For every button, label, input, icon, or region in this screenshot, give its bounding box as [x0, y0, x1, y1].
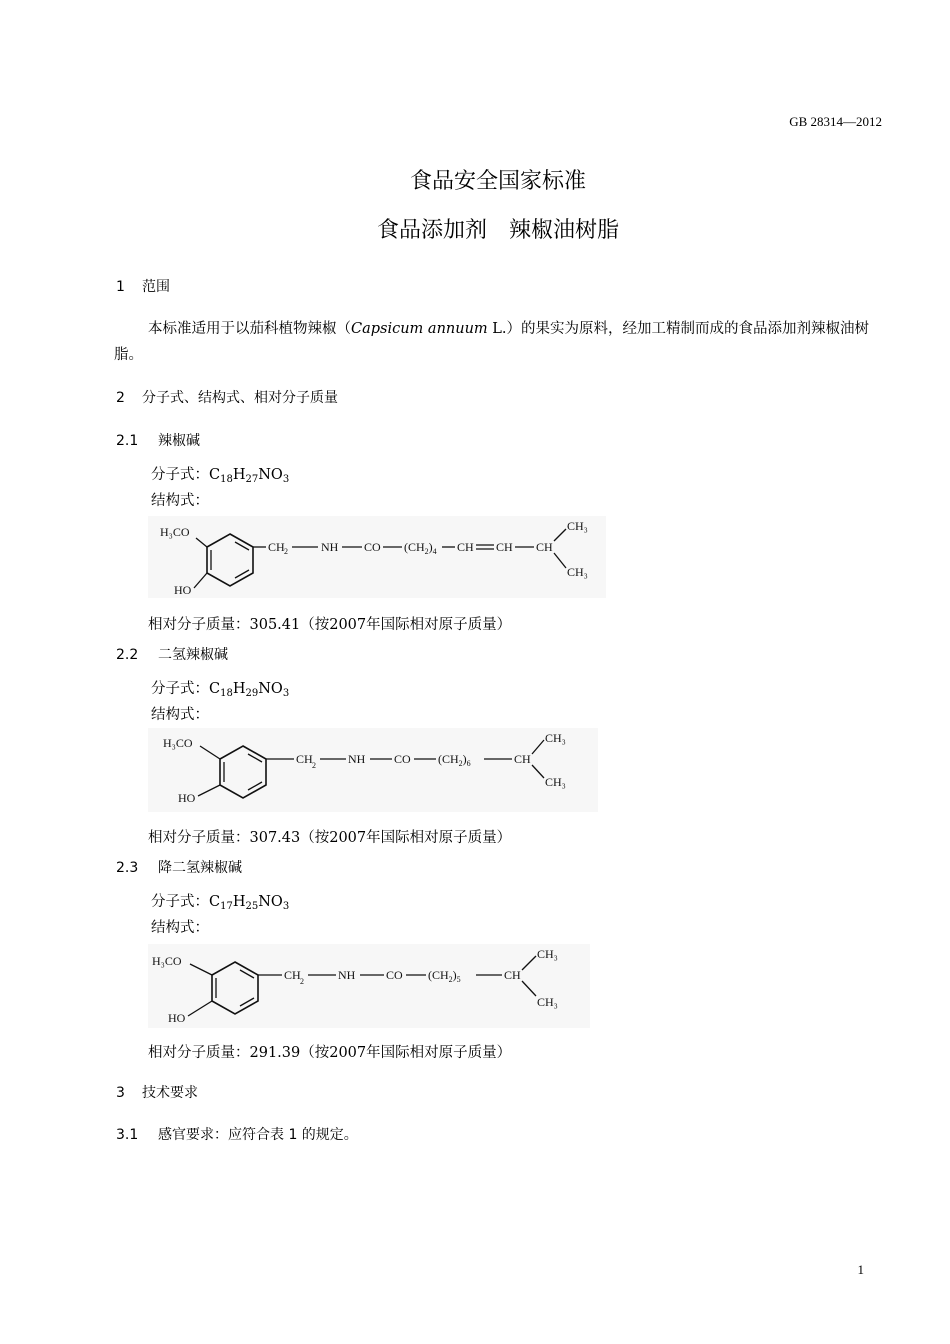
molecular-mass: 相对分子质量：307.43（按2007年国际相对原子质量）	[148, 830, 512, 846]
molecular-formula: 分子式：$C_{18}H_{29}NO_3$	[151, 681, 290, 699]
svg-text:HO: HO	[178, 791, 196, 805]
svg-text:CH: CH	[504, 968, 521, 982]
svg-text:H₃CO: H₃CO	[160, 525, 190, 539]
svg-text:CO: CO	[394, 752, 411, 766]
svg-text:CH: CH	[296, 752, 313, 766]
subsection-3-1: 3.1 感官要求：应符合表 1 的规定。	[116, 1127, 358, 1143]
structural-formula-nordihydrocapsaicin	[148, 944, 590, 1028]
section-title: 技术要求	[142, 1085, 198, 1101]
svg-text:CH₃: CH₃	[537, 947, 558, 961]
svg-text:(CH2)4: $(CH_2)_4$	[404, 540, 437, 556]
standard-title: 食品安全国家标准	[409, 169, 586, 194]
svg-text:(CH2)5: $(CH_2)_5$	[428, 968, 461, 984]
svg-text:CH: CH	[496, 540, 513, 554]
svg-text:NH: NH	[348, 752, 366, 766]
structure-label: 结构式：	[151, 920, 209, 936]
svg-text:CO: CO	[386, 968, 403, 982]
molecular-mass: 相对分子质量：291.39（按2007年国际相对原子质量）	[148, 1045, 512, 1061]
svg-text:CH: CH	[514, 752, 531, 766]
section-3-heading	[116, 1082, 198, 1102]
section-2-heading	[116, 387, 338, 407]
document-code: GB 28314—2012	[789, 114, 882, 129]
svg-text:2: 2	[284, 547, 288, 556]
latin-name: Capsicum annuum	[351, 321, 488, 337]
svg-text:2: 2	[312, 761, 316, 770]
structure-label: 结构式：	[151, 493, 209, 509]
molecular-mass: 相对分子质量：305.41（按2007年国际相对原子质量）	[148, 617, 512, 633]
svg-text:2: 2	[300, 977, 304, 986]
scope-paragraph: 本标准适用于以茄科植物辣椒（Capsicum annuum L.）的果实为原料，经加工精制而成的食品添加剂辣椒油树脂。	[114, 321, 870, 363]
structure-label: 结构式：	[151, 707, 209, 723]
svg-text:HO: HO	[174, 583, 192, 597]
svg-text:NH: NH	[338, 968, 356, 982]
svg-text:CH₃: CH₃	[537, 995, 558, 1009]
section-1-heading	[116, 276, 170, 296]
svg-text:(CH2)6: $(CH_2)_6$	[438, 752, 471, 768]
svg-text:CH₃: CH₃	[567, 565, 588, 579]
subsection-2-3-heading: 2.3 降二氢辣椒碱	[116, 860, 242, 876]
svg-text:H₃CO: H₃CO	[163, 736, 193, 750]
svg-text:H₃CO: H₃CO	[152, 954, 182, 968]
svg-text:CH₃: CH₃	[545, 775, 566, 789]
svg-text:CH₃: CH₃	[567, 519, 588, 533]
structural-formula-dihydrocapsaicin	[148, 728, 598, 812]
page-number: 1	[857, 1262, 864, 1277]
structural-formula-capsaicin	[148, 516, 606, 598]
svg-text:CH: CH	[284, 968, 301, 982]
subsection-2-2-heading: 2.2 二氢辣椒碱	[116, 647, 228, 663]
section-title: 分子式、结构式、相对分子质量	[142, 390, 338, 406]
svg-text:CH: CH	[268, 540, 285, 554]
svg-text:CO: CO	[364, 540, 381, 554]
molecular-formula: 分子式：$C_{17}H_{25}NO_3$	[151, 894, 290, 912]
svg-text:CH₃: CH₃	[545, 731, 566, 745]
section-number: 1	[116, 279, 125, 295]
section-number: 3	[116, 1085, 125, 1101]
section-number: 2	[116, 390, 125, 406]
molecular-formula: 分子式：$C_{18}H_{27}NO_3$	[151, 467, 290, 485]
svg-text:NH: NH	[321, 540, 339, 554]
document-title: 食品添加剂 辣椒油树脂	[376, 218, 619, 243]
svg-text:CH: CH	[457, 540, 474, 554]
subsection-2-1-heading: 2.1 辣椒碱	[116, 433, 200, 449]
svg-text:HO: HO	[168, 1011, 186, 1025]
svg-text:CH: CH	[536, 540, 553, 554]
section-title: 范围	[142, 279, 170, 295]
